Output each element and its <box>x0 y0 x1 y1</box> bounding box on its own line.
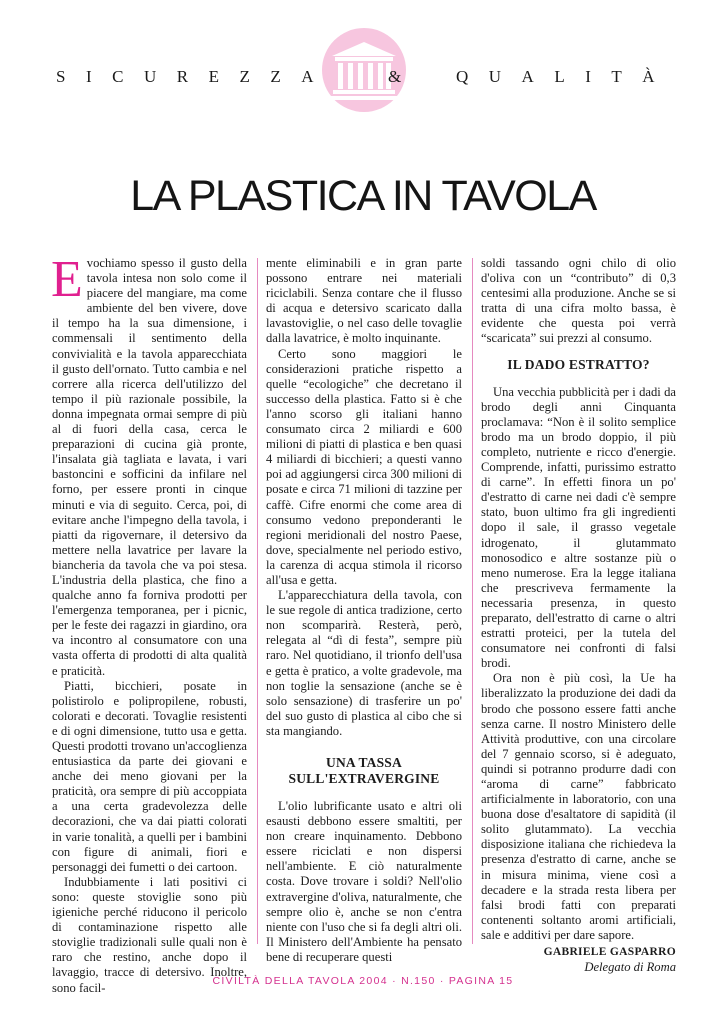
subhead-line: SULL'EXTRAVERGINE <box>288 771 440 786</box>
paragraph: mente eliminabili e in gran parte possono entrare nei materiali riciclabili. Senza contare che il flusso di acqua e detersivo scaricato dalla lavastoviglie, o nel caso delle tovaglie dalla lavatrice, è molto inquinante. <box>266 256 462 346</box>
paragraph: vochiamo spesso il gusto della tavola intesa non solo come il piacere del mangiare, ma come ambiente del ben vivere, dove il tempo ha la sua dimensione, i commensali il sentimento della convivialità e la tavola apparecchiata il gusto dell'ornato. Tutto cambia e nel correre alla ricerca dell'utilizzo del tempo il più razionale possibile, la donna impegnata ormai sempre di più al di fuori della casa, cerca le preparazioni di cucina già pronte, l'insalata già tagliata e lavata, i vari bastoncini e sofficini da infilare nel forno, per essere pronti in cinque minuti e via di seguito. Cerca, poi, di evitare anche l'impegno della tavola, i piatti da rigovernare, il detersivo da mettere nella lavatrice per lavare la biancheria da tavola che va poi stesa. L'industria della plastica, che fino a qualche anno fa forniva prodotti per l'emergenza temporanea, per i picnic, per le feste dei ragazzi in giardino, ora va incontro al consumatore con una vasta offerta di prodotti di alta qualità e praticità. <box>52 256 247 678</box>
paragraph: L'apparecchiatura della tavola, con le sue regole di antica tradizione, certo non scomparirà. Resterà, però, relegata al “dì di festa”, sempre più raro. Nel quotidiano, il trionfo dell'usa e getta è pratico, a volte gradevole, ma non toglie la sensazione (anche se è solo sensazione) di trasferire un po' del suo gusto di plastica al cibo che si sta mangiando. <box>266 588 462 738</box>
paragraph: Una vecchia pubblicità per i dadi da brodo degli anni Cinquanta proclamava: “Non è il solito semplice brodo ma un brodo doppio, il più completo, nutriente e ricco d'energie. Comprende, infatti, purissimo estratto di carne”. In effetti finora un po' d'estratto di carne nei dadi c'è sempre stato, buon ultimo fra gli ingredienti dopo il sale, il grasso vegetale idrogenato, il glutammato monosodico e altre sostanze più o meno numerose. Era la legge italiana che prescriveva fermamente la necessaria presenza, in questo preparato, dell'estratto di carne o altri estratti proteici, per la tutela del consumatore nei confronti di falsi brodi. <box>481 384 676 671</box>
article-title: LA PLASTICA IN TAVOLA <box>130 172 596 220</box>
column-divider <box>257 258 258 944</box>
page-header <box>0 18 726 113</box>
page-footer: CIVILTÀ DELLA TAVOLA 2004 · N.150 · PAGINA 15 <box>212 975 514 987</box>
paragraph: Ora non è più così, la Ue ha liberalizzato la produzione dei dadi da brodo che possono essere fatti anche senza carne. Il nostro Ministero delle Attività produttive, con una circolare del 7 gennaio scorso, si è adeguato, quindi si potranno produrre dadi con “aroma di carne” fabbricato artificialmente in laboratorio, con una buona dose d'esaltatore di sapidità (il solito glutammato). La vecchia disposizione italiana che richiedeva la presenza d'estratto di carne, anche se in misura minima, viene così a decadere e la strada resta libera per falsi brodi fatti con preparati contenenti soltanto aromi artificiali, sale e additivi per dare sapore. <box>481 671 676 942</box>
header-ampersand: & <box>388 67 402 86</box>
author-role: Delegato di Roma <box>584 960 676 975</box>
paragraph: Piatti, bicchieri, posate in polistirolo e polipropilene, robusti, colorati e decorati. Tovaglie resistenti e di ogni dimensione, tutto usa e getta. Questi prodotti trovano un'accoglienza entusiastica da parte dei giovani e anche dei meno giovani per la praticità, ora sempre di più accoppiata a una certa gradevolezza delle decorazioni, che va dai piatti colorati in varie tonalità, a quelli per i bambini con figure di animali, fiori e personaggi dei fumetti o dei cartoon. <box>52 678 247 874</box>
header-left-word: SICUREZZA <box>56 67 334 86</box>
paragraph: L'olio lubrificante usato e altri oli esausti debbono essere smaltiti, per non creare inquinamento. Debbono essere riciclati e non dispersi nell'ambiente. E ciò naturalmente costa. Dove trovare i soldi? Nell'olio extravergine d'oliva, naturalmente, che sempre olio è, anche se non c'entra niente con l'uso che si fa degli altri oli. Il Ministero dell'Ambiente ha pensato bene di recuperare questi <box>266 799 462 964</box>
subhead-line: UNA TASSA <box>326 755 402 770</box>
drop-cap: E <box>51 251 83 308</box>
paragraph: soldi tassando ogni chilo di olio d'oliva con un “contributo” di 0,3 centesimi alla produzione. Anche se si tratta di una cifra molto bassa, è evidente che questa poi verrà “scaricata” sui prezzi al consumo. <box>481 256 676 346</box>
section-subhead: IL DADO ESTRATTO? <box>507 356 650 372</box>
article-column-3 <box>481 256 676 975</box>
paragraph: Certo sono maggiori le considerazioni pratiche rispetto a quelle “ecologiche” che decretano il successo della plastica. Fatto si è che l'anno scorso gli italiani hanno consumato circa 2 miliardi e 600 milioni di piatti di plastica e ben quasi 4 miliardi di bicchieri; a questi vanno poi ad aggiungersi circa 300 milioni di posate e circa 71 milioni di tazzine per caffè. Cifre enormi che come area di consumo vedono preponderanti le regioni meridionali del nostro Paese, dove, specialmente nel periodo estivo, la carenza di acqua stimola il ricorso all'usa e getta. <box>266 346 462 587</box>
paragraph: Indubbiamente i lati positivi ci sono: queste stoviglie sono più igieniche perché riducono il pericolo di contaminazione rispetto alle stoviglie tradizionali sulle quali non è raro che restino, anche dopo il lavaggio, tracce di detersivo. Inoltre, sono facil- <box>52 874 247 995</box>
article-column-2 <box>266 256 462 965</box>
article-column-1 <box>51 251 247 996</box>
author-name: GABRIELE GASPARRO <box>543 946 676 959</box>
header-right-word: QUALITÀ <box>456 67 676 86</box>
column-divider <box>472 258 473 944</box>
section-subhead <box>266 755 462 787</box>
